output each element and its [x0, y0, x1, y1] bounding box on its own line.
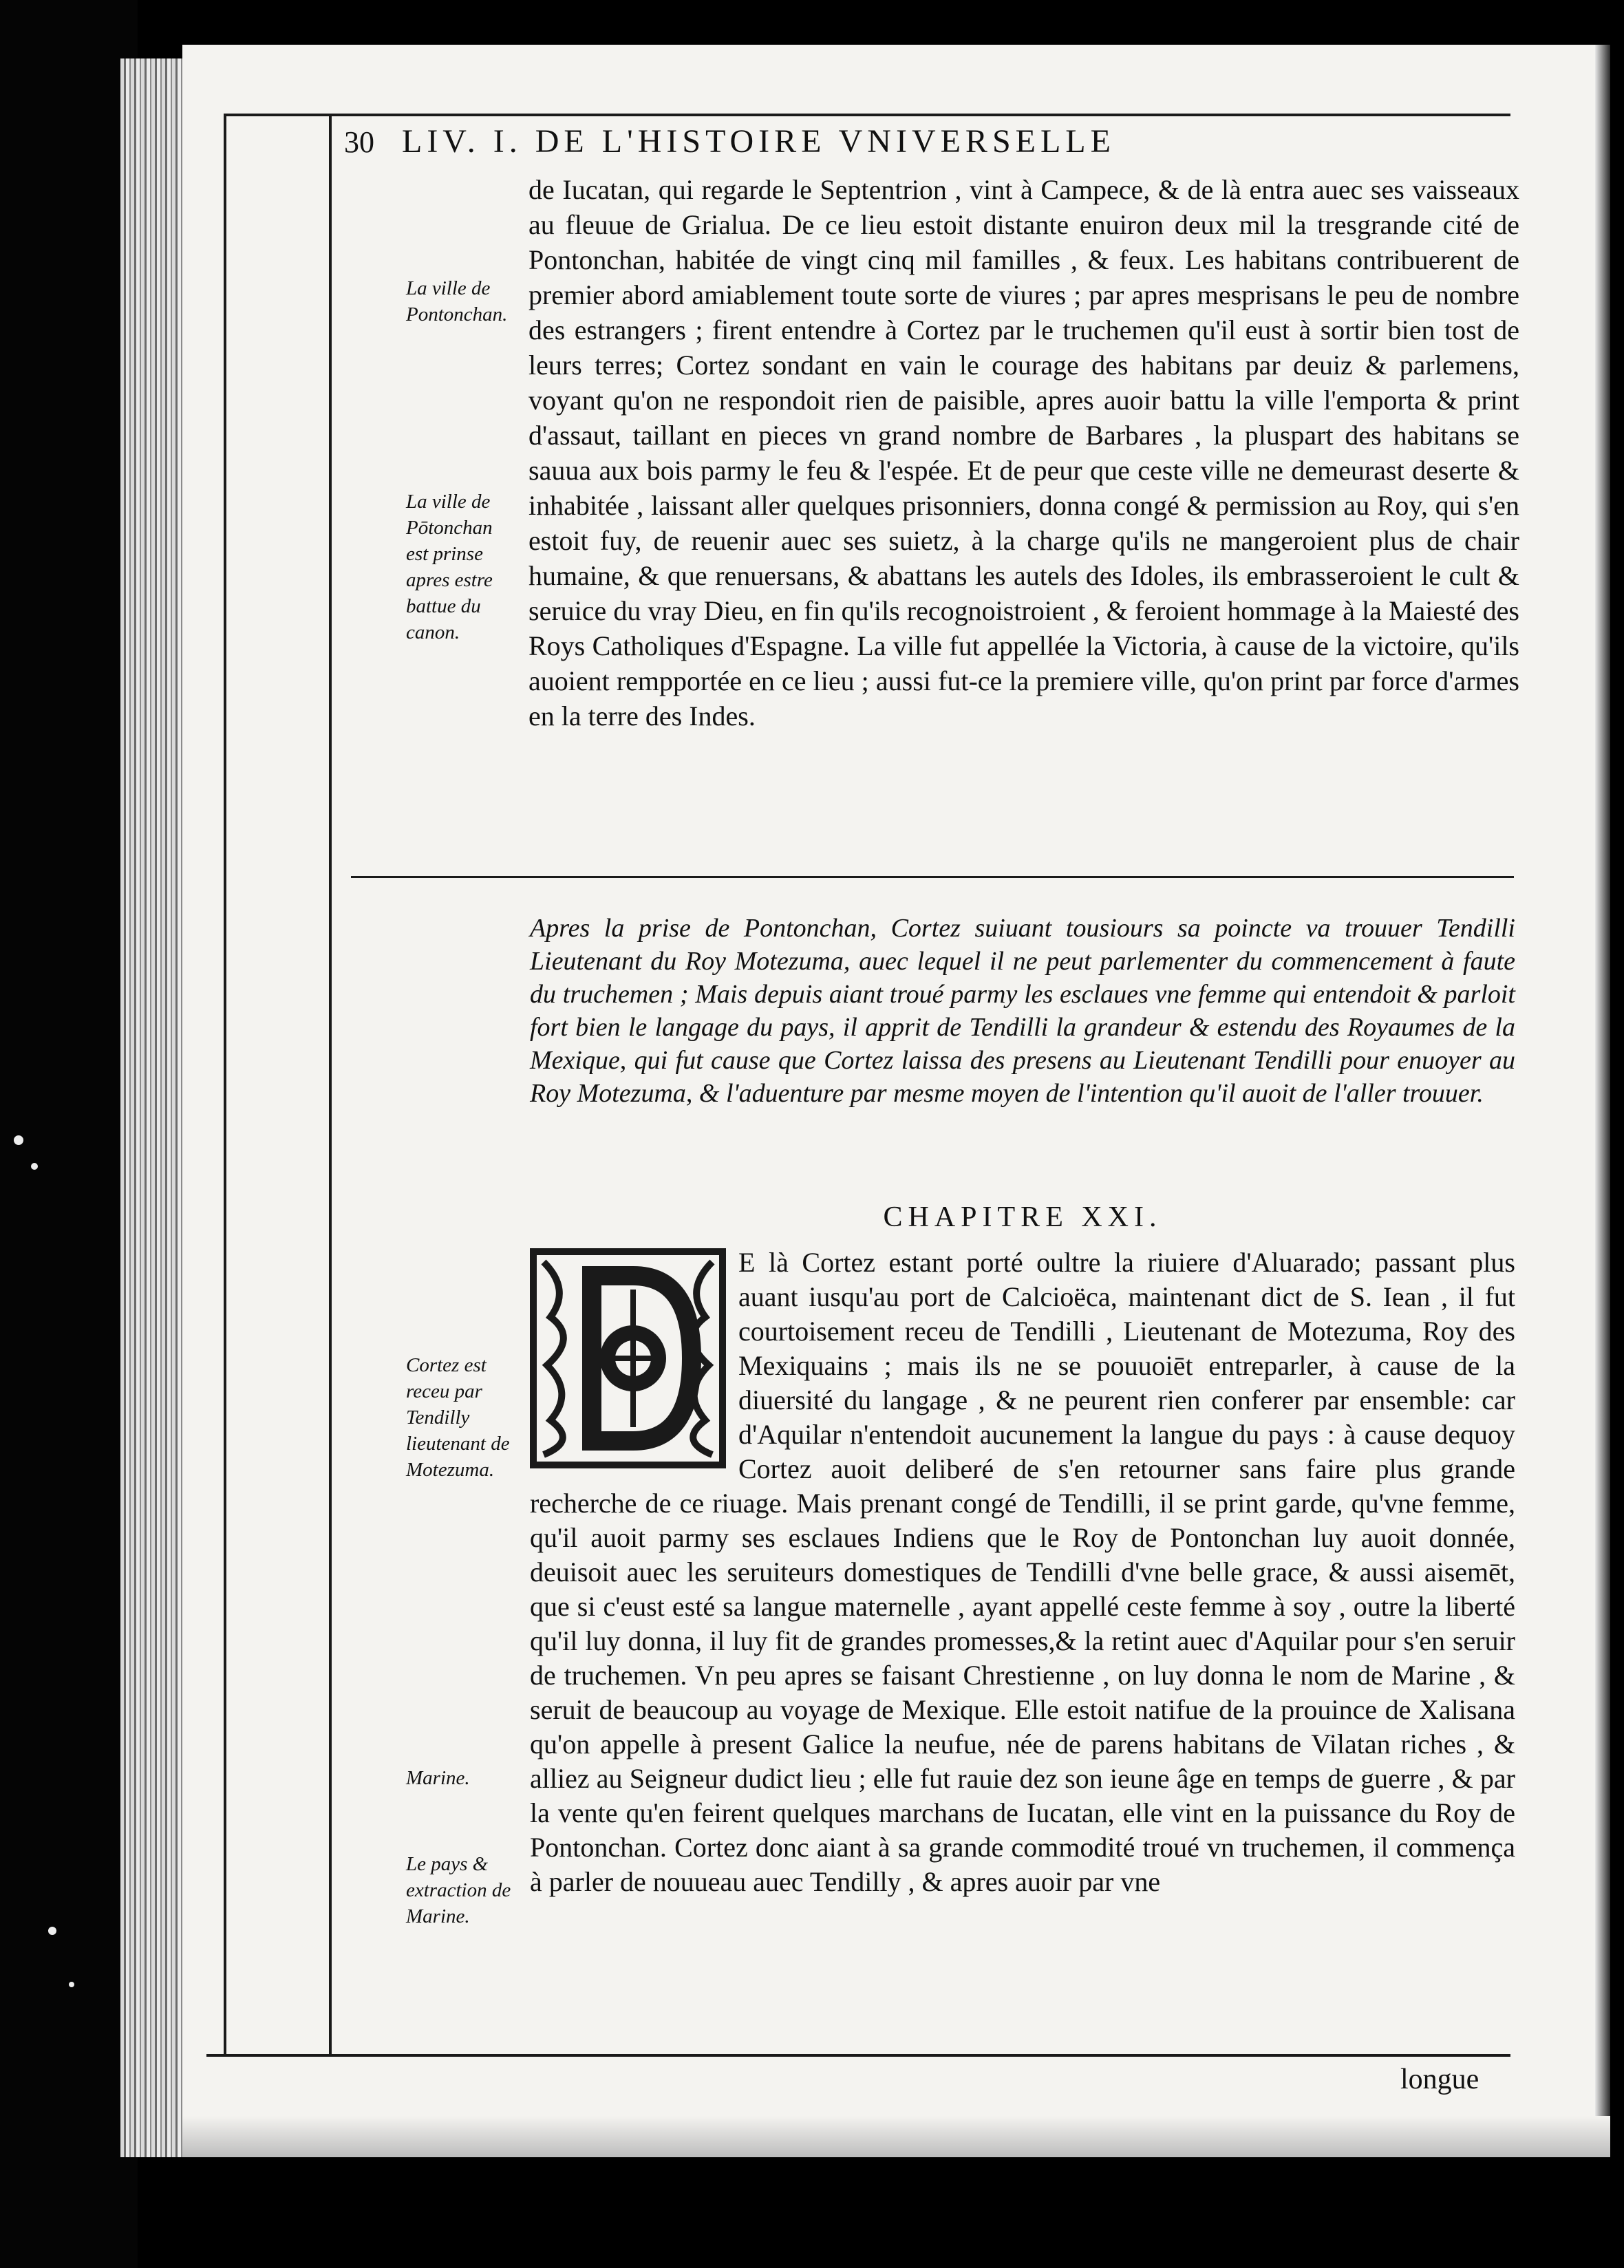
- scan-speck: [69, 1982, 74, 1987]
- running-header: [344, 122, 1514, 164]
- scan-speck: [48, 1927, 56, 1935]
- margin-note: La ville de Pontonchan.: [406, 277, 508, 325]
- scan-background-left: [0, 0, 138, 2268]
- page-gutter-shadow: [1595, 45, 1610, 2157]
- frame-rule-inner-left: [329, 114, 332, 2056]
- margin-note: Le pays & extraction de Marine.: [406, 1853, 511, 1927]
- scan-speck: [31, 1163, 38, 1170]
- frame-rule-top: [224, 114, 1510, 116]
- book-page-edges: [120, 58, 186, 2157]
- frame-rule-outer-left: [224, 114, 226, 2056]
- chapter-body: [530, 1245, 1515, 1899]
- frame-rule-bottom: [206, 2054, 1510, 2057]
- running-head-title: LIV. I. DE L'HISTOIRE VNIVERSELLE: [402, 123, 1115, 160]
- margin-note: Marine.: [406, 1767, 470, 1789]
- page-number: 30: [344, 125, 374, 159]
- page-bottom-shadow: [182, 2116, 1610, 2157]
- scan-speck: [14, 1135, 23, 1145]
- chapter-summary: Apres la prise de Pontonchan, Cortez suiuant tousiours sa poincte va trouuer Tendilli Lieutenant du Roy Motezuma, auec lequel il ne peut parlementer du commencement à faute du truchemen ; Mais depuis aiant troué parmy les esclaues vne femme qui entendoit & parloit fort bien le langage du pays, il apprit de Tendilli la grandeur & estendu des Royaumes de la Mexique, qui fut cause que Cortez laissa des presens au Lieutenant Tendilli pour enuoyer au Roy Motezuma, & l'aduenture par mesme moyen de l'intention qu'il auoit de l'aller trouuer.: [530, 914, 1515, 1108]
- margin-note: Cortez est receu par Tendilly lieutenant de Motezuma.: [406, 1354, 510, 1481]
- body-paragraph: [528, 172, 1519, 734]
- margin-note: La ville de Pōtonchan est prinse apres estre battue du canon.: [406, 491, 493, 643]
- chapter-heading: CHAPITRE XXI.: [883, 1201, 1162, 1233]
- section-divider-rule: [351, 876, 1514, 878]
- body-paragraph-text: de Iucatan, qui regarde le Septentrion , vint à Campece, & de là entra auec ses vaisseaux au fleuue de Grialua. De ce lieu estoit distante enuiron deux mil la tresgrande cité de Pontonchan, habitée de vingt cinq mil familles , & feux. Les habitans contribuerent de premier abord amiablement toute sorte de viures ; par apres mesprisans le peu de nombre des estrangers ; firent entendre à Cortez par le truchemen qu'il eust à sortir bien tost de leurs terres; Cortez sondant en vain le courage des habitans par deuiz & parlemens, voyant qu'on ne respondoit rien de paisible, apres auoir battu la ville l'emporta & print d'assaut, taillant en pieces vn grand nombre de Barbares , la pluspart des habitans se sauua aux bois parmy le feu & l'espée. Et de peur que ceste ville ne demeurast deserte & inhabitée , laissant aller quelques prisonniers, donna congé & permission au Roy, qui s'en estoit fuy, de reuenir auec ses suietz, à la charge qu'ils ne mangeroient plus de chair humaine, & que renuersans, & abattans les autels des Idoles, ils embrasseroient le cult & seruice du vray Dieu, en fin qu'ils recognoistroient , & feroient hommage à la Maiesté des Roys Catholiques d'Espagne. La ville fut appellée la Victoria, à cause de la victoire, qu'ils auoient rempportée en ce lieu ; aussi fut-ce la premiere ville, qu'on print par force d'armes en la terre des Indes.: [528, 174, 1519, 731]
- chapter-body-text: E là Cortez estant porté oultre la riuiere d'Aluarado; passant plus auant iusqu'au port de Calcioëca, maintenant dict de S. Iean , il fut courtoisement receu de Tendilli , Lieutenant de Motezuma, Roy des Mexiquains ; mais ils ne se pouuoiēt entreparler, à cause de la diuersité du langage , & ne peurent rien conferer par ensemble: car d'Aquilar n'entendoit aucunement la langue du pays : à cause dequoy Cortez auoit deliberé de s'en retourner sans faire plus grande recherche de ce riuage. Mais prenant congé de Tendilli, il se print garde, qu'vne femme, qu'il auoit parmy ses esclaues Indiens que le Roy de Pontonchan luy auoit donnée, deuisoit auec les seruiteurs domestiques de Tendilli d'vne belle grace, & aussi aisemēt, que si c'eust esté sa langue maternelle , ayant appellé ceste femme à soy , outre la liberté qu'il luy donna, il luy fit de grandes promesses,& la retint auec d'Aquilar pour s'en seruir de truchemen. Vn peu apres se faisant Chrestienne , on luy donna le nom de Marine , & seruit de beaucoup au voyage de Mexique. Elle estoit natifue de la prouince de Xalisana qu'on appelle à present Galice la neufue, née de parens habitans de Vilatan riches , & alliez au Seigneur dudict lieu ; elle fut rauie dez son ieune âge en temps de guerre , & par la vente qu'en feirent quelques marchans de Iucatan, elle vint en la puissance du Roy de Pontonchan. Cortez donc aiant à sa grande commodité troué vn truchemen, il commença à parler de nouueau auec Tendilly , & apres auoir par vne: [530, 1247, 1515, 1897]
- decorated-initial-d-icon: [530, 1248, 726, 1468]
- catchword: longue: [1400, 2064, 1479, 2095]
